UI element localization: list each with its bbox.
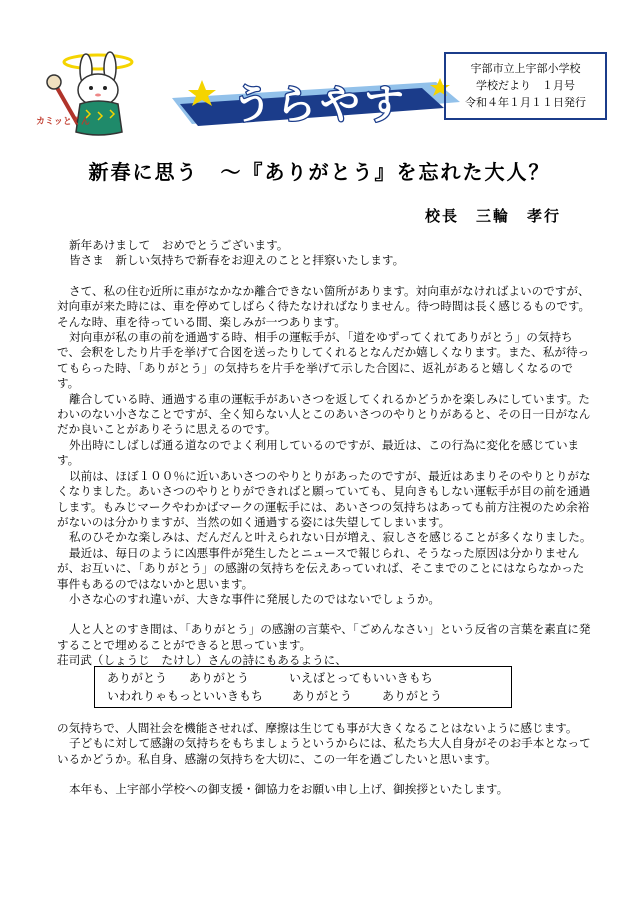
article-body — [57, 238, 595, 669]
paragraph: 私のひそかな楽しみは、だんだんと叶えられない日が増え、寂しさを感じることが多くなりました。 — [69, 530, 592, 545]
article-title: 新春に思う ～『ありがとう』を忘れた大人？ — [88, 160, 551, 184]
poem-box — [94, 666, 512, 708]
newsletter-title-banner — [172, 74, 460, 132]
paragraph: の気持ちで、人間社会を機能させれば、摩擦は生じても事が大きくなることはないように感じます。 — [57, 721, 578, 735]
poem-line: いわれりゃもっといいきもち ありがとう ありがとう — [107, 689, 443, 703]
school-name: 宇部市立上宇部小学校 — [470, 62, 581, 75]
article-author: 校長 三輪 孝行 — [425, 207, 562, 225]
paragraph: 小さな心のすれ違いが、大きな事件に発展したのではないでしょうか。 — [69, 591, 441, 606]
paragraph: 荘司武（しょうじ たけし）さんの詩にもあるように、 — [57, 653, 347, 668]
paragraph: 人と人とのすき間は、「ありがとう」の感謝の言葉や、「ごめんなさい」という反省の言葉を素直に発することで埋めることができると思っています。 — [57, 622, 591, 652]
paragraph: 皆さま 新しい気持ちで新春をお迎えのことと拝察いたします。 — [69, 253, 405, 268]
school-info-box — [444, 52, 607, 120]
paragraph: さて、私の住む近所に車がなかなか離合できない箇所があります。対向車がなければよいのですが、対向車が来た時には、車を停めてしばらく待たなければなりません。待つ時間は長く感じるものです。そんな時、車を待っている間、楽しみが一つあります。 — [57, 283, 591, 329]
paragraph: 外出時にしばしば通る道なのでよく利用しているのですが、最近は、この行為に変化を感じています。 — [57, 437, 580, 468]
mascot-name: カミッとくん — [36, 117, 90, 127]
paragraph: 新年あけまして おめでとうございます。 — [69, 238, 289, 252]
paragraph: 本年も、上宇部小学校への御支援・御協力をお願い申し上げ、御挨拶といたします。 — [69, 782, 509, 797]
newsletter-title: うらやす — [232, 82, 408, 128]
paragraph: 対向車が私の車の前を通過する時、相手の運転手が、「道をゆずってくれてありがとう」の気持ちで、会釈をしたり片手を挙げて合図を送ったりしてくれるとなんだか嬉しくなります。また、私が待ってもらった時、「ありがとう」の気持ちを片手を挙げて示した合図に、返礼があると嬉しくなるのです。 — [57, 330, 590, 391]
paragraph: 最近は、毎日のように凶悪事件が発生したとニュースで報じられ、そうなった原因は分かりませんが、お互いに、「ありがとう」の感謝の気持ちを伝えあっていれば、そこまでのことにはならなかった事件もあるのではないかと思います。 — [57, 545, 585, 591]
poem-line: ありがとう ありがとう いえばとってもいいきもち — [107, 671, 433, 685]
issue-date: 令和４年１月１１日発行 — [465, 96, 586, 109]
article-body-closing — [57, 721, 595, 798]
halo-icon — [64, 55, 132, 69]
issue-label: 学校だより １月号 — [476, 79, 575, 92]
paragraph: 離合している時、通過する車の運転手があいさつを返してくれるかどうかを楽しみにしています。たわいのない小さなことですが、全く知らない人とこのあいさつのやりとりがあると、その日一日がなんだか良いことがありそうに思えるのです。 — [57, 391, 591, 437]
newsletter-header — [30, 40, 610, 140]
mascot-illustration — [36, 48, 156, 138]
paragraph: 子どもに対して感謝の気持ちをもちましょうというからには、私たち大人自身がそのお手本となっているかどうか。私自身、感謝の気持ちを大切に、この一年を過ごしたいと思います。 — [57, 736, 591, 766]
paragraph: 以前は、ほぼ１００％に近いあいさつのやりとりがあったのですが、最近はあまりそのやりとりがなくなりました。あいさつのやりとりができればと願っていても、見向きもしない運転手が目の前を通過します。もみじマークやわかばマークの運転手には、あいさつの気持ちはあっても前方注視のため余裕がないのは分かりますが、当然の如く通過する姿には失望してしまいます。 — [57, 468, 591, 529]
